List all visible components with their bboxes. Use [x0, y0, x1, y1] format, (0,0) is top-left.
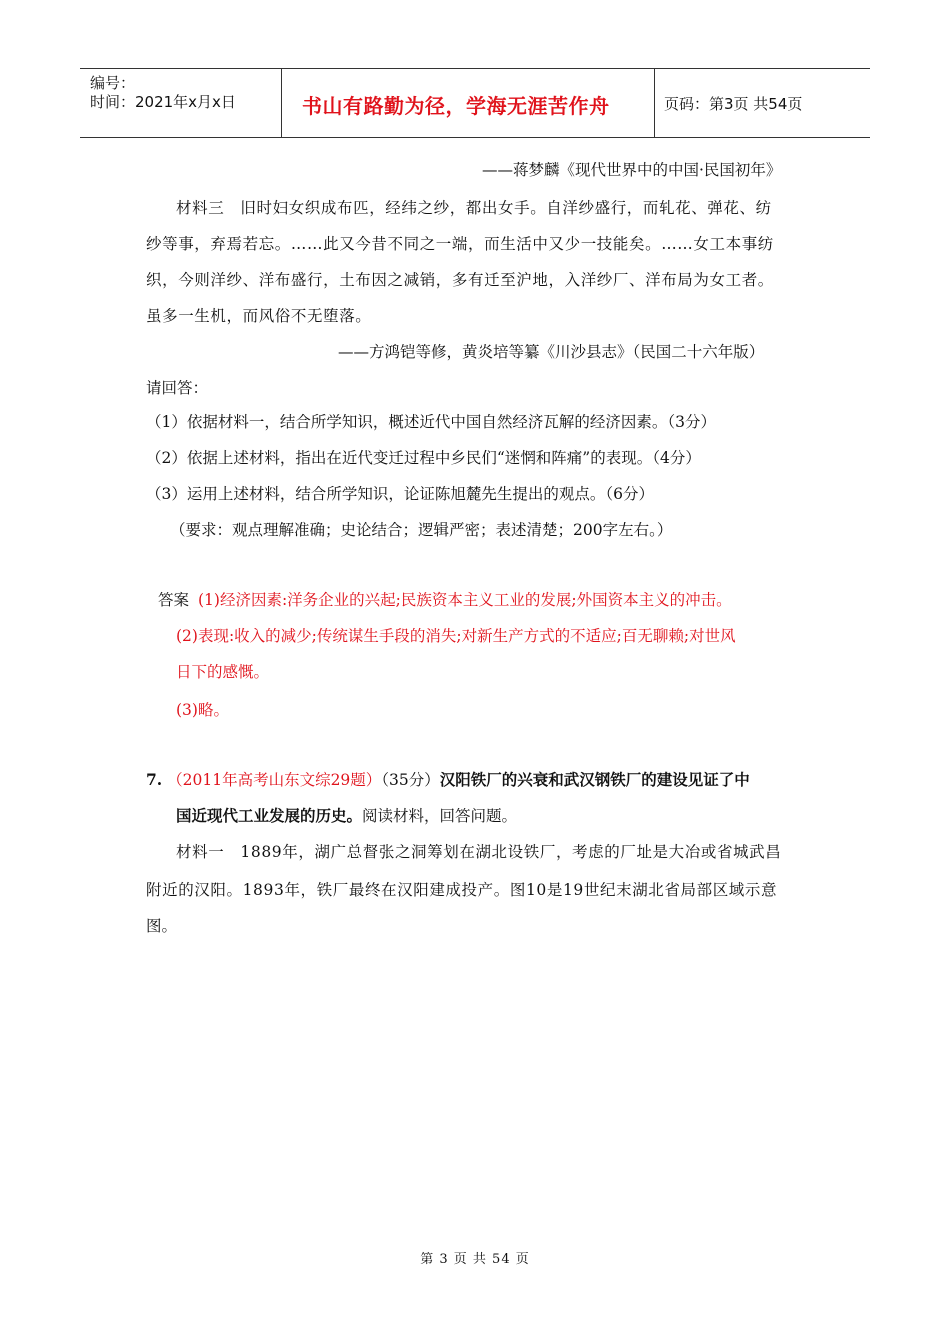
question-7-source: （2011年高考山东文综29题） [167, 771, 382, 789]
question-7-score: （35分） [381, 771, 440, 789]
answer-line: (1)经济因素:洋务企业的兴起;民族资本主义工业的发展;外国资本主义的冲击。 [198, 591, 732, 609]
question-7-line [176, 806, 517, 826]
answer-line: 日下的感慨。 [176, 663, 270, 681]
page-info: 页码：第3页 共54页 [664, 95, 803, 113]
motto: 书山有路勤为径，学海无涯苦作舟 [302, 94, 610, 118]
header-table [80, 68, 870, 138]
answer-label: 答案 [158, 591, 190, 609]
material3-line: 织，今则洋纱、洋布盛行，土布因之减销，多有迁至沪地，入洋纱厂、洋布局为女工者。 [146, 271, 774, 289]
serial-label: 编号： [90, 74, 136, 92]
material1-line: 材料一 1889年，湖广总督张之洞筹划在湖北设铁厂，考虑的厂址是大冶或省城武昌 [176, 843, 782, 861]
question-7-line [146, 770, 750, 790]
question-2: （2）依据上述材料，指出在近代变迁过程中乡民们“迷惘和阵痛”的表现。（4分） [146, 449, 701, 467]
question-1: （1）依据材料一，结合所学知识，概述近代中国自然经济瓦解的经济因素。（3分） [146, 413, 716, 431]
date-line: 时间：2021年x月x日 [90, 93, 236, 111]
requirement: （要求：观点理解准确；史论结合；逻辑严密；表述清楚；200字左右。） [170, 521, 673, 539]
question-7-instruction: 阅读材料，回答问题。 [362, 807, 518, 825]
material1-line: 附近的汉阳。1893年，铁厂最终在汉阳建成投产。图10是19世纪末湖北省局部区域示意 [146, 881, 778, 899]
question-3: （3）运用上述材料，结合所学知识，论证陈旭麓先生提出的观点。（6分） [146, 485, 654, 503]
page-footer: 第 3 页 共 54 页 [420, 1252, 530, 1267]
header-motto-cell [282, 69, 655, 137]
source-material2: ——蒋梦麟《现代世界中的中国·民国初年》 [482, 161, 782, 179]
question-7-heading-cont: 国近现代工业发展的历史。 [176, 806, 363, 825]
prompt: 请回答： [146, 379, 209, 397]
header-meta-cell [80, 69, 282, 137]
material3-line: 虽多一生机，而风俗不无堕落。 [146, 307, 372, 325]
source-material3: ——方鸿铠等修，黄炎培等纂《川沙县志》（民国二十六年版） [338, 343, 765, 361]
question-7-number: 7. [146, 770, 163, 789]
material3-line: 材料三 旧时妇女织成布匹，经纬之纱，都出女手。自洋纱盛行，而轧花、弹花、纺 [176, 199, 772, 217]
material3-line: 纱等事，弃焉若忘。……此又今昔不同之一端，而生活中又少一技能矣。……女工本事纺 [146, 235, 774, 253]
question-7-heading: 汉阳铁厂的兴衰和武汉钢铁厂的建设见证了中 [439, 770, 750, 789]
answer-line: (2)表现:收入的减少;传统谋生手段的消失;对新生产方式的不适应;百无聊赖;对世风 [176, 627, 736, 645]
answer-line: (3)略。 [176, 701, 229, 719]
material1-line: 图。 [146, 917, 178, 935]
